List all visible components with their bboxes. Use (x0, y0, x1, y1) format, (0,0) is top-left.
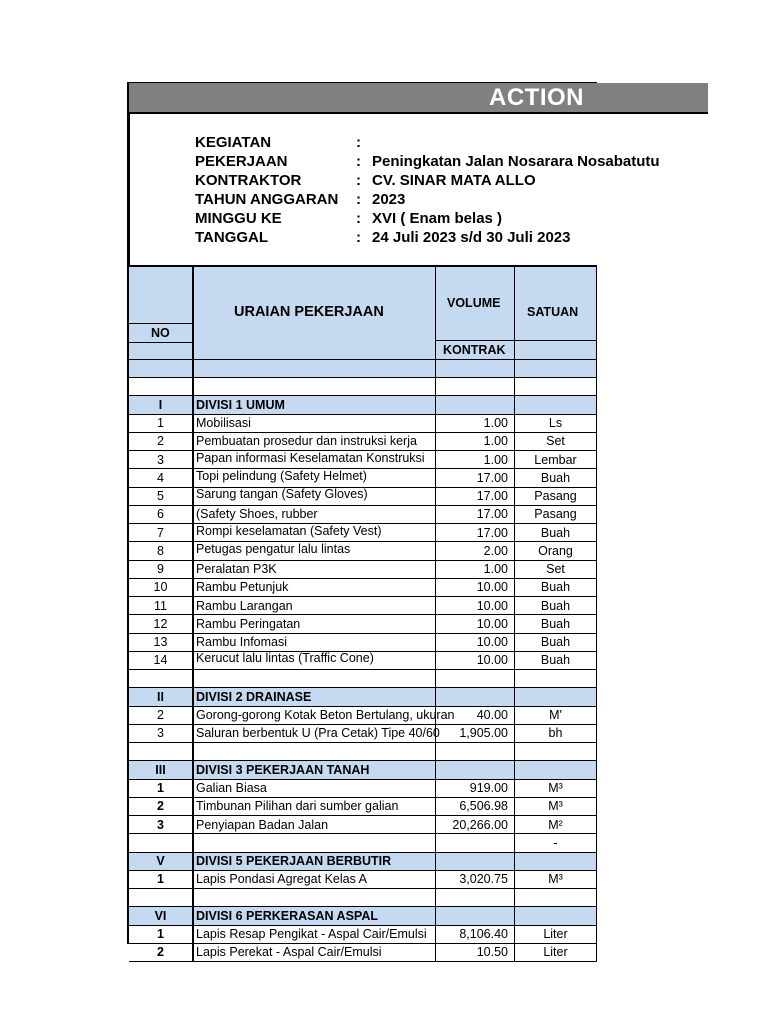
row-no: 6 (157, 507, 164, 522)
row-satuan-cell (515, 798, 597, 815)
row-no: 2 (157, 945, 164, 960)
row-satuan: Liter (543, 945, 568, 960)
row-uraian: Rompi keselamatan (Safety Vest) (196, 523, 382, 538)
row-satuan-cell (515, 944, 597, 961)
meta-label: TANGGAL (195, 229, 269, 246)
row-no: 10 (153, 580, 168, 595)
row-uraian-cell (193, 889, 436, 906)
row-no: 1 (157, 416, 164, 431)
table-row (129, 451, 597, 469)
row-satuan-cell (515, 816, 597, 833)
row-volume: 20,266.00 (452, 817, 508, 832)
row-volume-cell (436, 743, 515, 760)
row-satuan: Pasang (534, 507, 577, 522)
row-volume-cell (436, 853, 515, 870)
table-row (129, 707, 597, 725)
row-volume: 6,506.98 (459, 799, 508, 814)
row-no: 1 (157, 781, 164, 796)
row-no: 3 (157, 726, 164, 741)
row-satuan-cell (515, 907, 597, 924)
meta-label: TAHUN ANGGARAN (195, 191, 339, 208)
row-uraian-cell (193, 725, 440, 742)
row-volume-cell (436, 780, 515, 797)
row-uraian-cell (193, 378, 436, 395)
row-no-cell (129, 488, 193, 505)
division-row (129, 396, 597, 414)
row-uraian-cell (193, 652, 436, 669)
table-row (129, 615, 597, 633)
row-satuan: bh (548, 726, 563, 741)
row-satuan-cell (515, 688, 597, 705)
row-satuan: M³ (548, 799, 563, 814)
row-volume-cell (436, 579, 515, 596)
row-no: 8 (157, 543, 164, 558)
row-satuan-cell (515, 652, 597, 669)
meta-label: KONTRAKTOR (195, 172, 302, 189)
meta-value: CV. SINAR MATA ALLO (372, 172, 536, 189)
row-uraian-cell (193, 944, 436, 961)
row-volume: 10.00 (476, 598, 508, 613)
row-no: 3 (157, 817, 164, 832)
row-volume: 8,106.40 (459, 927, 508, 942)
row-uraian: Kerucut lalu lintas (Traffic Cone) (196, 651, 374, 666)
row-uraian: Rambu Petunjuk (196, 580, 289, 595)
row-volume-cell (436, 926, 515, 943)
row-uraian-cell (193, 579, 436, 596)
row-uraian: Peralatan P3K (196, 562, 277, 577)
row-satuan: Lembar (534, 452, 577, 467)
row-volume: 17.00 (476, 525, 508, 540)
row-satuan: M³ (548, 781, 563, 796)
row-uraian-cell (193, 469, 436, 486)
spacer-row (129, 743, 597, 761)
row-satuan-cell (515, 743, 597, 760)
row-volume-cell (436, 396, 515, 413)
row-satuan-cell (515, 926, 597, 943)
row-no-cell (129, 506, 193, 523)
row-volume-cell (436, 542, 515, 559)
row-volume: 10.00 (476, 616, 508, 631)
meta-colon: : (356, 210, 361, 227)
table-row (129, 780, 597, 798)
row-volume-cell (436, 816, 515, 833)
row-volume: 1.00 (483, 434, 508, 449)
row-volume-cell (436, 834, 515, 851)
table-row (129, 561, 597, 579)
row-no-cell (129, 944, 193, 961)
row-satuan-cell (515, 542, 597, 559)
row-satuan: Buah (540, 653, 571, 668)
row-no-cell (129, 579, 193, 596)
row-uraian: Timbunan Pilihan dari sumber galian (196, 799, 399, 814)
row-volume-cell (436, 634, 515, 651)
row-volume-cell (436, 798, 515, 815)
row-satuan-cell (515, 725, 597, 742)
row-volume: 10.00 (476, 653, 508, 668)
table-row (129, 469, 597, 487)
row-uraian-cell (193, 761, 436, 778)
row-volume-cell (436, 944, 515, 961)
row-no: 9 (157, 562, 164, 577)
table-row (129, 597, 597, 615)
row-no: VI (154, 908, 167, 923)
row-satuan: Buah (540, 598, 571, 613)
row-volume-cell (436, 451, 515, 468)
header-volume-cell (436, 266, 515, 378)
row-volume-cell (436, 907, 515, 924)
row-satuan-cell (515, 834, 597, 851)
row-volume-cell (436, 561, 515, 578)
row-uraian: DIVISI 1 UMUM (196, 397, 285, 412)
row-satuan: Ls (548, 416, 563, 431)
meta-label: PEKERJAAN (195, 153, 288, 170)
row-satuan: Liter (543, 927, 568, 942)
row-no-cell (129, 396, 193, 413)
row-satuan: Buah (540, 635, 571, 650)
row-no-cell (129, 871, 193, 888)
row-no-cell (129, 542, 193, 559)
meta-colon: : (356, 172, 361, 189)
row-uraian: Lapis Pondasi Agregat Kelas A (196, 872, 367, 887)
row-satuan-cell (515, 396, 597, 413)
meta-label: KEGIATAN (195, 134, 272, 151)
header-kontrak: KONTRAK (443, 343, 506, 357)
row-volume-cell (436, 433, 515, 450)
row-satuan: Set (546, 434, 565, 449)
row-uraian-cell (193, 871, 436, 888)
row-uraian: Topi pelindung (Safety Helmet) (196, 468, 367, 483)
row-uraian: Sarung tangan (Safety Gloves) (196, 487, 368, 502)
row-uraian: Petugas pengatur lalu lintas (196, 541, 351, 556)
table-row (129, 725, 597, 743)
row-satuan-cell (515, 670, 597, 687)
row-no-cell (129, 761, 193, 778)
row-no: II (157, 689, 164, 704)
row-uraian: Rambu Larangan (196, 598, 293, 613)
row-uraian-cell (193, 798, 436, 815)
row-volume-cell (436, 707, 515, 724)
table-row (129, 506, 597, 524)
meta-colon: : (356, 191, 361, 208)
row-no-cell (129, 926, 193, 943)
row-no: 1 (157, 872, 164, 887)
row-no: 2 (157, 799, 164, 814)
table-row (129, 433, 597, 451)
row-volume: 17.00 (476, 507, 508, 522)
row-uraian: Lapis Perekat - Aspal Cair/Emulsi (196, 945, 382, 960)
row-no-cell (129, 469, 193, 486)
row-volume-cell (436, 415, 515, 432)
header-volume: VOLUME (447, 296, 501, 310)
meta-colon: : (356, 229, 361, 246)
row-satuan: Pasang (534, 489, 577, 504)
spacer-row (129, 378, 597, 396)
row-satuan-cell (515, 579, 597, 596)
header-satuan-cell (515, 266, 597, 378)
row-satuan: - (553, 835, 558, 850)
spacer-row (129, 834, 597, 852)
row-no-cell (129, 798, 193, 815)
row-satuan: M² (548, 817, 563, 832)
row-uraian: Rambu Peringatan (196, 616, 301, 631)
header-no-cell (129, 266, 193, 378)
row-satuan: Buah (540, 616, 571, 631)
table-row (129, 816, 597, 834)
row-uraian: DIVISI 3 PEKERJAAN TANAH (196, 762, 370, 777)
row-no: V (156, 854, 165, 869)
row-volume: 1.00 (483, 562, 508, 577)
table-row (129, 415, 597, 433)
row-volume-cell (436, 524, 515, 541)
row-satuan-cell (515, 451, 597, 468)
meta-colon: : (356, 134, 361, 151)
row-volume: 10.50 (476, 945, 508, 960)
row-uraian-cell (193, 542, 436, 559)
row-no-cell (129, 451, 193, 468)
row-uraian: Papan informasi Keselamatan Konstruksi (196, 450, 425, 465)
table-row (129, 488, 597, 506)
row-volume: 17.00 (476, 489, 508, 504)
row-uraian: Gorong-gorong Kotak Beton Bertulang, ukuran (196, 708, 455, 723)
row-volume: 1.00 (483, 416, 508, 431)
row-uraian-cell (193, 853, 436, 870)
table-row (129, 926, 597, 944)
row-volume-cell (436, 761, 515, 778)
row-uraian-cell (193, 834, 436, 851)
row-satuan: Set (546, 562, 565, 577)
row-no-cell (129, 652, 193, 669)
row-satuan: Buah (540, 580, 571, 595)
row-volume: 40.00 (476, 708, 508, 723)
row-satuan-cell (515, 707, 597, 724)
row-uraian-cell (193, 634, 436, 651)
table-row (129, 652, 597, 670)
row-satuan: Buah (540, 525, 571, 540)
row-no-cell (129, 743, 193, 760)
header-no: NO (151, 326, 170, 340)
division-row (129, 853, 597, 871)
row-uraian-cell (193, 670, 436, 687)
row-satuan-cell (515, 871, 597, 888)
row-no-cell (129, 597, 193, 614)
row-satuan-cell (515, 488, 597, 505)
row-volume-cell (436, 506, 515, 523)
meta-value: Peningkatan Jalan Nosarara Nosabatutu (372, 153, 660, 170)
row-no-cell (129, 433, 193, 450)
row-satuan-cell (515, 853, 597, 870)
division-row (129, 907, 597, 925)
row-no: 13 (153, 635, 168, 650)
row-volume: 2.00 (483, 543, 508, 558)
row-no: 12 (153, 616, 168, 631)
row-uraian-cell (193, 743, 436, 760)
row-uraian-cell (193, 615, 436, 632)
row-no: 7 (157, 525, 164, 540)
row-uraian-cell (193, 926, 436, 943)
row-satuan: Buah (540, 470, 571, 485)
row-no-cell (129, 725, 193, 742)
title-bar (129, 83, 708, 114)
row-no: 2 (157, 434, 164, 449)
row-satuan-cell (515, 506, 597, 523)
row-satuan-cell (515, 780, 597, 797)
table-row (129, 798, 597, 816)
meta-value: 24 Juli 2023 s/d 30 Juli 2023 (372, 229, 571, 246)
row-no: 11 (154, 598, 167, 613)
row-volume-cell (436, 871, 515, 888)
table-row (129, 579, 597, 597)
row-satuan-cell (515, 415, 597, 432)
row-uraian: Rambu Infomasi (196, 635, 288, 650)
row-volume-cell (436, 469, 515, 486)
row-uraian: Penyiapan Badan Jalan (196, 817, 329, 832)
row-satuan-cell (515, 761, 597, 778)
header-uraian-cell (193, 266, 436, 378)
row-volume-cell (436, 652, 515, 669)
row-uraian: Mobilisasi (196, 416, 251, 431)
row-satuan: Orang (538, 543, 573, 558)
row-satuan-cell (515, 889, 597, 906)
row-no: 4 (157, 470, 164, 485)
table-header (129, 266, 597, 378)
row-volume-cell (436, 725, 515, 742)
row-volume-cell (436, 488, 515, 505)
row-uraian-cell (193, 415, 436, 432)
meta-value: XVI ( Enam belas ) (372, 210, 503, 227)
row-no: 14 (153, 653, 168, 668)
row-satuan-cell (515, 524, 597, 541)
table-row (129, 871, 597, 889)
row-uraian: Saluran berbentuk U (Pra Cetak) Tipe 40/60 (196, 726, 440, 741)
table-row (129, 542, 597, 560)
row-satuan-cell (515, 469, 597, 486)
row-no: 1 (157, 927, 164, 942)
header-satuan: SATUAN (527, 305, 579, 319)
row-no-cell (129, 415, 193, 432)
meta-colon: : (356, 153, 361, 170)
row-no-cell (129, 707, 193, 724)
row-volume-cell (436, 670, 515, 687)
row-volume: 1.00 (483, 452, 508, 467)
row-no-cell (129, 834, 193, 851)
row-uraian-cell (193, 524, 436, 541)
row-volume-cell (436, 615, 515, 632)
row-uraian-cell (193, 433, 436, 450)
row-uraian: Pembuatan prosedur dan instruksi kerja (196, 434, 417, 449)
row-satuan-cell (515, 597, 597, 614)
row-volume-cell (436, 378, 515, 395)
row-no-cell (129, 561, 193, 578)
row-no-cell (129, 780, 193, 797)
table-row (129, 944, 597, 962)
page-title: ACTION (489, 84, 584, 111)
row-satuan-cell (515, 433, 597, 450)
row-no: I (158, 397, 163, 412)
row-no-cell (129, 524, 193, 541)
table-row (129, 524, 597, 542)
row-satuan-cell (515, 615, 597, 632)
row-uraian: Lapis Resap Pengikat - Aspal Cair/Emulsi (196, 927, 427, 942)
row-no-cell (129, 615, 193, 632)
row-volume-cell (436, 889, 515, 906)
table-row (129, 634, 597, 652)
row-satuan-cell (515, 634, 597, 651)
row-no-cell (129, 378, 193, 395)
row-volume: 3,020.75 (459, 872, 508, 887)
row-volume: 10.00 (476, 580, 508, 595)
row-volume: 17.00 (476, 470, 508, 485)
row-no: 3 (157, 452, 164, 467)
row-uraian-cell (193, 488, 436, 505)
spacer-row (129, 670, 597, 688)
row-no-cell (129, 688, 193, 705)
row-no-cell (129, 889, 193, 906)
row-satuan: M' (549, 708, 562, 723)
row-volume: 10.00 (476, 635, 508, 650)
row-uraian-cell (193, 707, 455, 724)
row-no-cell (129, 670, 193, 687)
row-no-cell (129, 634, 193, 651)
row-uraian: DIVISI 6 PERKERASAN ASPAL (196, 908, 378, 923)
row-volume: 1,905.00 (459, 726, 508, 741)
row-volume: 919.00 (469, 781, 508, 796)
row-satuan: M³ (548, 872, 563, 887)
row-uraian-cell (193, 816, 436, 833)
row-no-cell (129, 816, 193, 833)
row-uraian-cell (193, 561, 436, 578)
row-uraian-cell (193, 688, 436, 705)
row-satuan-cell (515, 561, 597, 578)
row-uraian-cell (193, 506, 436, 523)
row-uraian-cell (193, 780, 436, 797)
row-uraian-cell (193, 451, 436, 468)
meta-label: MINGGU KE (195, 210, 282, 227)
row-uraian-cell (193, 907, 436, 924)
row-uraian-cell (193, 597, 436, 614)
row-no: 5 (157, 489, 164, 504)
spacer-row (129, 889, 597, 907)
row-volume-cell (436, 688, 515, 705)
row-uraian: Galian Biasa (196, 781, 267, 796)
division-row (129, 761, 597, 779)
row-uraian: (Safety Shoes, rubber (196, 507, 318, 522)
row-no: 2 (157, 708, 164, 723)
row-volume-cell (436, 597, 515, 614)
row-uraian: DIVISI 5 PEKERJAAN BERBUTIR (196, 854, 392, 869)
row-uraian: DIVISI 2 DRAINASE (196, 689, 312, 704)
meta-value: 2023 (372, 191, 406, 208)
division-row (129, 688, 597, 706)
row-uraian-cell (193, 396, 436, 413)
header-uraian: URAIAN PEKERJAAN (234, 304, 384, 320)
row-no-cell (129, 853, 193, 870)
row-satuan-cell (515, 378, 597, 395)
row-no: III (155, 762, 166, 777)
row-no-cell (129, 907, 193, 924)
